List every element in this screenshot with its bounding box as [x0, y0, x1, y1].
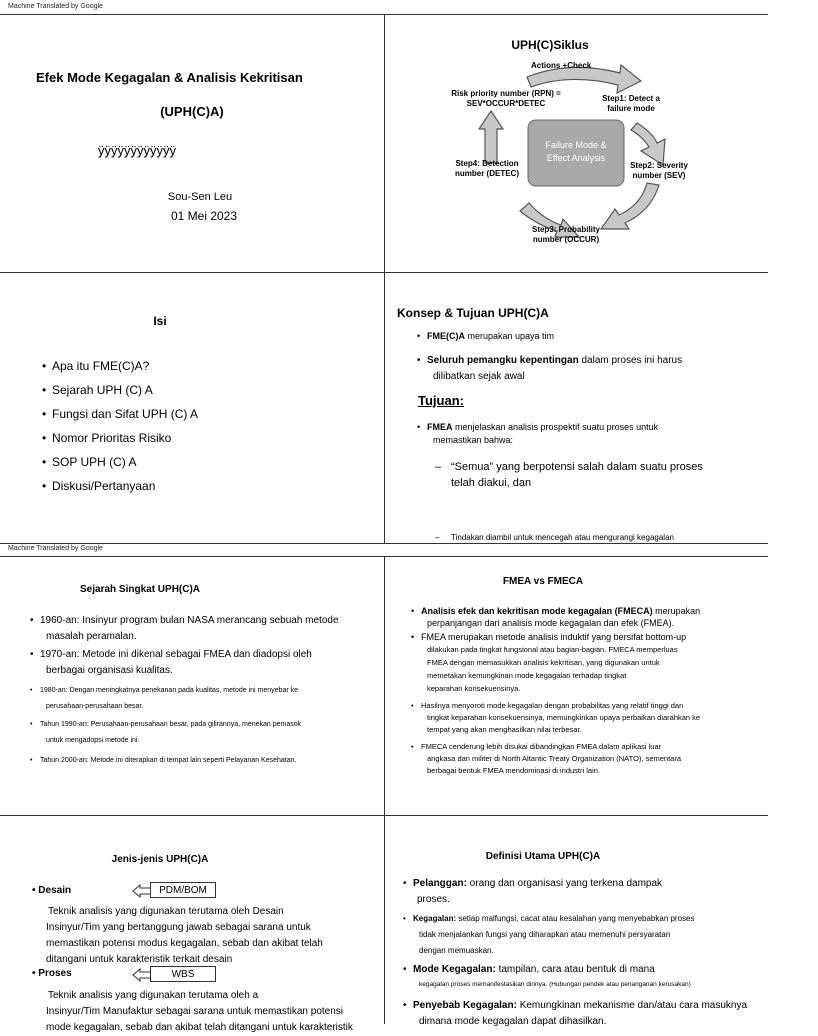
tujuan-bullets [417, 421, 658, 447]
def-mode-term: Mode Kegagalan: [413, 964, 496, 975]
definition-pelanggan [403, 876, 768, 908]
history-list [30, 613, 380, 769]
rpn-line1: Risk priority number (RPN) = [451, 89, 561, 98]
def-pelanggan-line2: proses. [417, 894, 450, 905]
fmea-para-4 [411, 741, 766, 777]
center-label-line1: Failure Mode & [545, 140, 607, 150]
desain-desc-line1: Teknik analisis yang digunakan terutama oleh Desain [48, 906, 284, 917]
machine-translated-header-middle: Machine Translated by Google [8, 545, 103, 552]
concept-bullet-2 [417, 353, 682, 385]
tujuan-bullet-rest: menjelaskan analisis prospektif suatu proses untuk [452, 422, 659, 432]
history-title: Sejarah Singkat UPH(C)A [80, 584, 201, 595]
slide-contents [0, 273, 384, 543]
types-proses-desc [46, 988, 353, 1036]
tujuan-bullet-line2: memastikan bahwa: [433, 435, 514, 445]
def-kegagalan-line2: tidak menjalankan fungsi yang diharapkan atau memenuhi persyaratan [419, 930, 671, 939]
history-item-4-line1: Tahun 1990-an: Perusahaan-perusahaan besar, pada gilirannya, menekan pemasok [40, 721, 302, 728]
arrow-right-lower [601, 183, 659, 229]
definition-penyebab-kegagalan [403, 998, 768, 1030]
history-item [30, 717, 380, 749]
fmea-list [411, 605, 766, 777]
concept-bullets-2 [417, 353, 682, 385]
cycle-label-step1 [591, 94, 671, 114]
def-kegagalan-line3: dengan memuaskan. [419, 946, 494, 955]
history-item-4-line2: untuk mengadopsi metode ini. [46, 737, 140, 744]
fmea-para-1 [411, 605, 766, 629]
def-penyebab-term: Penyebab Kegagalan: [413, 1000, 517, 1011]
arrow-left-icon [133, 969, 151, 981]
slide-title-heading: Efek Mode Kegagalan & Analisis Kekritisan [36, 70, 303, 85]
proses-desc-line2: Insinyur/Tim Manufaktur sebagai sarana untuk memastikan potensi [46, 1006, 343, 1017]
fmea-para-1-rest: merupakan [652, 606, 701, 616]
def-penyebab-text: Kemungkinan mekanisme dan/atau cara masuknya [516, 1000, 748, 1011]
arrow-left-icon [133, 885, 151, 897]
types-title: Jenis-jenis UPH(C)A [111, 854, 209, 865]
slide-types [0, 816, 384, 1033]
tujuan-heading: Tujuan: [418, 393, 464, 408]
tag-pdm-bom: PDM/BOM [150, 882, 216, 898]
cycle-label-step3 [521, 225, 611, 245]
slide-title-author: Sou-Sen Leu [167, 191, 233, 203]
divider-h3 [0, 543, 768, 544]
fmea-para-2-line2: dilakukan pada tingkat fungsional atau bagian-bagian. FMECA memperluas [427, 645, 678, 654]
step2-line1: Step2: Severity [630, 161, 688, 170]
definition-mode-kegagalan [403, 963, 768, 992]
fmea-para-3 [411, 700, 766, 736]
definition-kegagalan [403, 911, 768, 959]
tujuan-dash-1 [435, 459, 818, 491]
slide-history [0, 557, 384, 815]
fmea-para-2 [411, 631, 766, 695]
history-item-1-line1: 1960-an: Insinyur program bulan NASA merancang sebuah metode [40, 615, 339, 626]
def-kegagalan-term: Kegagalan: [413, 914, 457, 923]
fmea-para-3-line1: Hasilnya menyoroti mode kegagalan dengan probabilitas yang relatif tinggi dan [421, 701, 684, 710]
history-item [30, 753, 380, 769]
step2-line2: number (SEV) [632, 171, 686, 180]
center-box-label [528, 139, 624, 165]
types-desain-desc [46, 904, 323, 968]
cycle-label-step4 [445, 159, 529, 179]
cycle-label-rpn [447, 89, 565, 109]
history-item-3-line2: perusahaan-perusahaan besar. [46, 703, 144, 710]
step4-line1: Step4: Detection [455, 159, 519, 168]
concept-bullet-2-rest: dalam proses ini harus [578, 355, 683, 366]
concept-bullet-2-bold: Seluruh pemangku kepentingan [427, 355, 579, 366]
slide-title [0, 15, 384, 272]
contents-list [42, 354, 198, 498]
step3-line1: Step3: Probability [531, 225, 600, 234]
slide-definitions [385, 816, 768, 1027]
types-desain: • Desain [32, 885, 72, 896]
step3-line2: number (OCCUR) [532, 235, 600, 244]
concept-bullet-1-rest: merupakan upaya tim [465, 331, 555, 341]
fmea-para-2-line5: keparahan konsekuensinya. [427, 684, 521, 693]
step4-line2: number (DETEC) [455, 169, 519, 178]
desain-desc-line3: memastikan potensi modus kegagalan, sebab dan akibat telah [46, 938, 323, 949]
concept-bullet-2-line2: dilibatkan sejak awal [433, 371, 525, 382]
history-item-1-line2: masalah peramalan. [46, 631, 137, 642]
cycle-title: UPH(C)Siklus [511, 38, 589, 52]
fmea-para-2-line1: FMEA merupakan metode analisis induktif yang bersifat bottom-up [421, 632, 687, 642]
def-kegagalan-text: setiap malfungsi, cacat atau kesalahan yang menyebabkan proses [456, 914, 695, 923]
fmea-para-4-line2: angkasa dan militer di North Altantic Treaty Organization (NATO), sementara [427, 754, 682, 763]
def-penyebab-line2: dimana mode kegagalan dapat dihasilkan. [419, 1016, 607, 1027]
tag-wbs: WBS [150, 966, 216, 982]
tujuan-bullet-1 [417, 421, 658, 447]
step1-line1: Step1: Detect a [602, 94, 660, 103]
cycle-label-top: Actions +Check [531, 61, 592, 70]
concept-bullet-1-bold: FME(C)A [427, 331, 465, 341]
step1-line2: failure mode [607, 104, 655, 113]
history-item-5: Tahun 2000-an: Metode ini diterapkan di tempat lain seperti Pelayanan Kesehatan. [40, 757, 297, 764]
contents-item: • Nomor Prioritas Risiko [42, 426, 198, 450]
def-pelanggan-text: orang dan organisasi yang terkena dampak [466, 878, 663, 889]
fmea-para-3-line3: tempat yang akan menghasilkan nilai terbesar. [427, 725, 582, 734]
fmea-para-1-line2: perpanjangan dari analisis mode kegagalan dan efek (FMEA). [427, 618, 675, 628]
history-item [30, 683, 380, 715]
def-pelanggan-term: Pelanggan: [413, 878, 467, 889]
history-item [30, 613, 380, 645]
arrow-left [479, 111, 503, 163]
history-item-2-line2: berbagai organisasi kualitas. [46, 665, 173, 676]
proses-desc-line1: Teknik analisis yang digunakan terutama oleh a [48, 990, 259, 1001]
fmea-para-4-line3: berbagai bentuk FMEA mendominasi di industri lain. [427, 766, 601, 775]
definitions-title: Definisi Utama UPH(C)A [485, 851, 601, 862]
history-item-2-line1: 1970-an: Metode ini dikenal sebagai FMEA dan diadopsi oleh [40, 649, 312, 660]
history-item-3-line1: 1980-an: Dengan meningkatnya penekanan pada kualitas, metode ini menyebar ke [40, 687, 299, 694]
desain-desc-line4: ditangani untuk karakteristik terkait desain [46, 954, 233, 965]
slide-title-garbled-text: ÿÿÿÿÿÿÿÿÿÿÿÿ [98, 143, 176, 158]
fmea-title: FMEA vs FMECA [502, 576, 584, 587]
types-desain-label: Desain [38, 885, 72, 896]
slide-concept [385, 273, 768, 543]
center-label-line2: Effect Analysis [546, 153, 606, 163]
slide-title-date: 01 Mei 2023 [170, 209, 238, 223]
fmea-para-1-bold: Analisis efek dan kekritisan mode kegagalan (FMECA) [421, 606, 653, 616]
contents-title: Isi [153, 314, 167, 328]
contents-item: • Fungsi dan Sifat UPH (C) A [42, 402, 198, 426]
types-proses: • Proses [32, 968, 72, 979]
slide-cycle [385, 15, 768, 272]
cycle-label-step2 [617, 161, 701, 181]
contents-item: • Sejarah UPH (C) A [42, 378, 198, 402]
proses-desc-line3: mode kegagalan, sebab dan akibat telah ditangani untuk karakteristik [46, 1022, 353, 1033]
fmea-para-2-line4: memetakan kemungkinan mode kegagalan terhadap tingkat [427, 671, 627, 680]
tujuan-dash-2: – Tindakan diambil untuk mencegah atau mengurangi kegagalan [435, 533, 818, 542]
definitions-list [403, 876, 768, 1030]
tujuan-bullet-bold: FMEA [427, 422, 453, 432]
tujuan-dash-1-line1: “Semua” yang berpotensi salah dalam suatu proses [451, 461, 703, 473]
fmea-para-4-line1: FMECA cenderung lebih disukai dibandingkan FMEA dalam aplikasi luar [421, 742, 662, 751]
slide-fmea-vs-fmeca [385, 557, 768, 815]
desain-desc-line2: Insinyur/Tim yang bertanggung jawab sebagai sarana untuk [46, 922, 311, 933]
contents-item: • SOP UPH (C) A [42, 450, 198, 474]
types-proses-label: Proses [38, 968, 72, 979]
fmea-para-3-line2: tingkat keparahan konsekuensinya, memungkinkan upaya perbaikan diarahkan ke [427, 713, 701, 722]
rpn-line2: SEV*OCCUR*DETEC [466, 99, 546, 108]
contents-item: • Apa itu FME(C)A? [42, 354, 198, 378]
history-item [30, 647, 380, 679]
concept-bullets [417, 331, 554, 341]
fmea-para-2-line3: FMEA dengan memasukkan analisis kekritisan, yang digunakan untuk [427, 658, 660, 667]
machine-translated-header-top: Machine Translated by Google [8, 3, 103, 10]
concept-title: Konsep & Tujuan UPH(C)A [397, 306, 549, 320]
contents-item: • Diskusi/Pertanyaan [42, 474, 198, 498]
def-mode-line2: kegagalan proses memanifestasikan dirinya. (Hubungan pendek atau penanganan kerusakan) [419, 981, 691, 988]
arrow-right-upper [631, 123, 665, 165]
tujuan-dash-1-line2: telah diakui, dan [451, 477, 532, 489]
concept-bullet-1 [417, 331, 554, 341]
def-mode-text: tampilan, cara atau bentuk di mana [495, 964, 655, 975]
slide-title-subtitle: (UPH(C)A) [160, 104, 224, 119]
